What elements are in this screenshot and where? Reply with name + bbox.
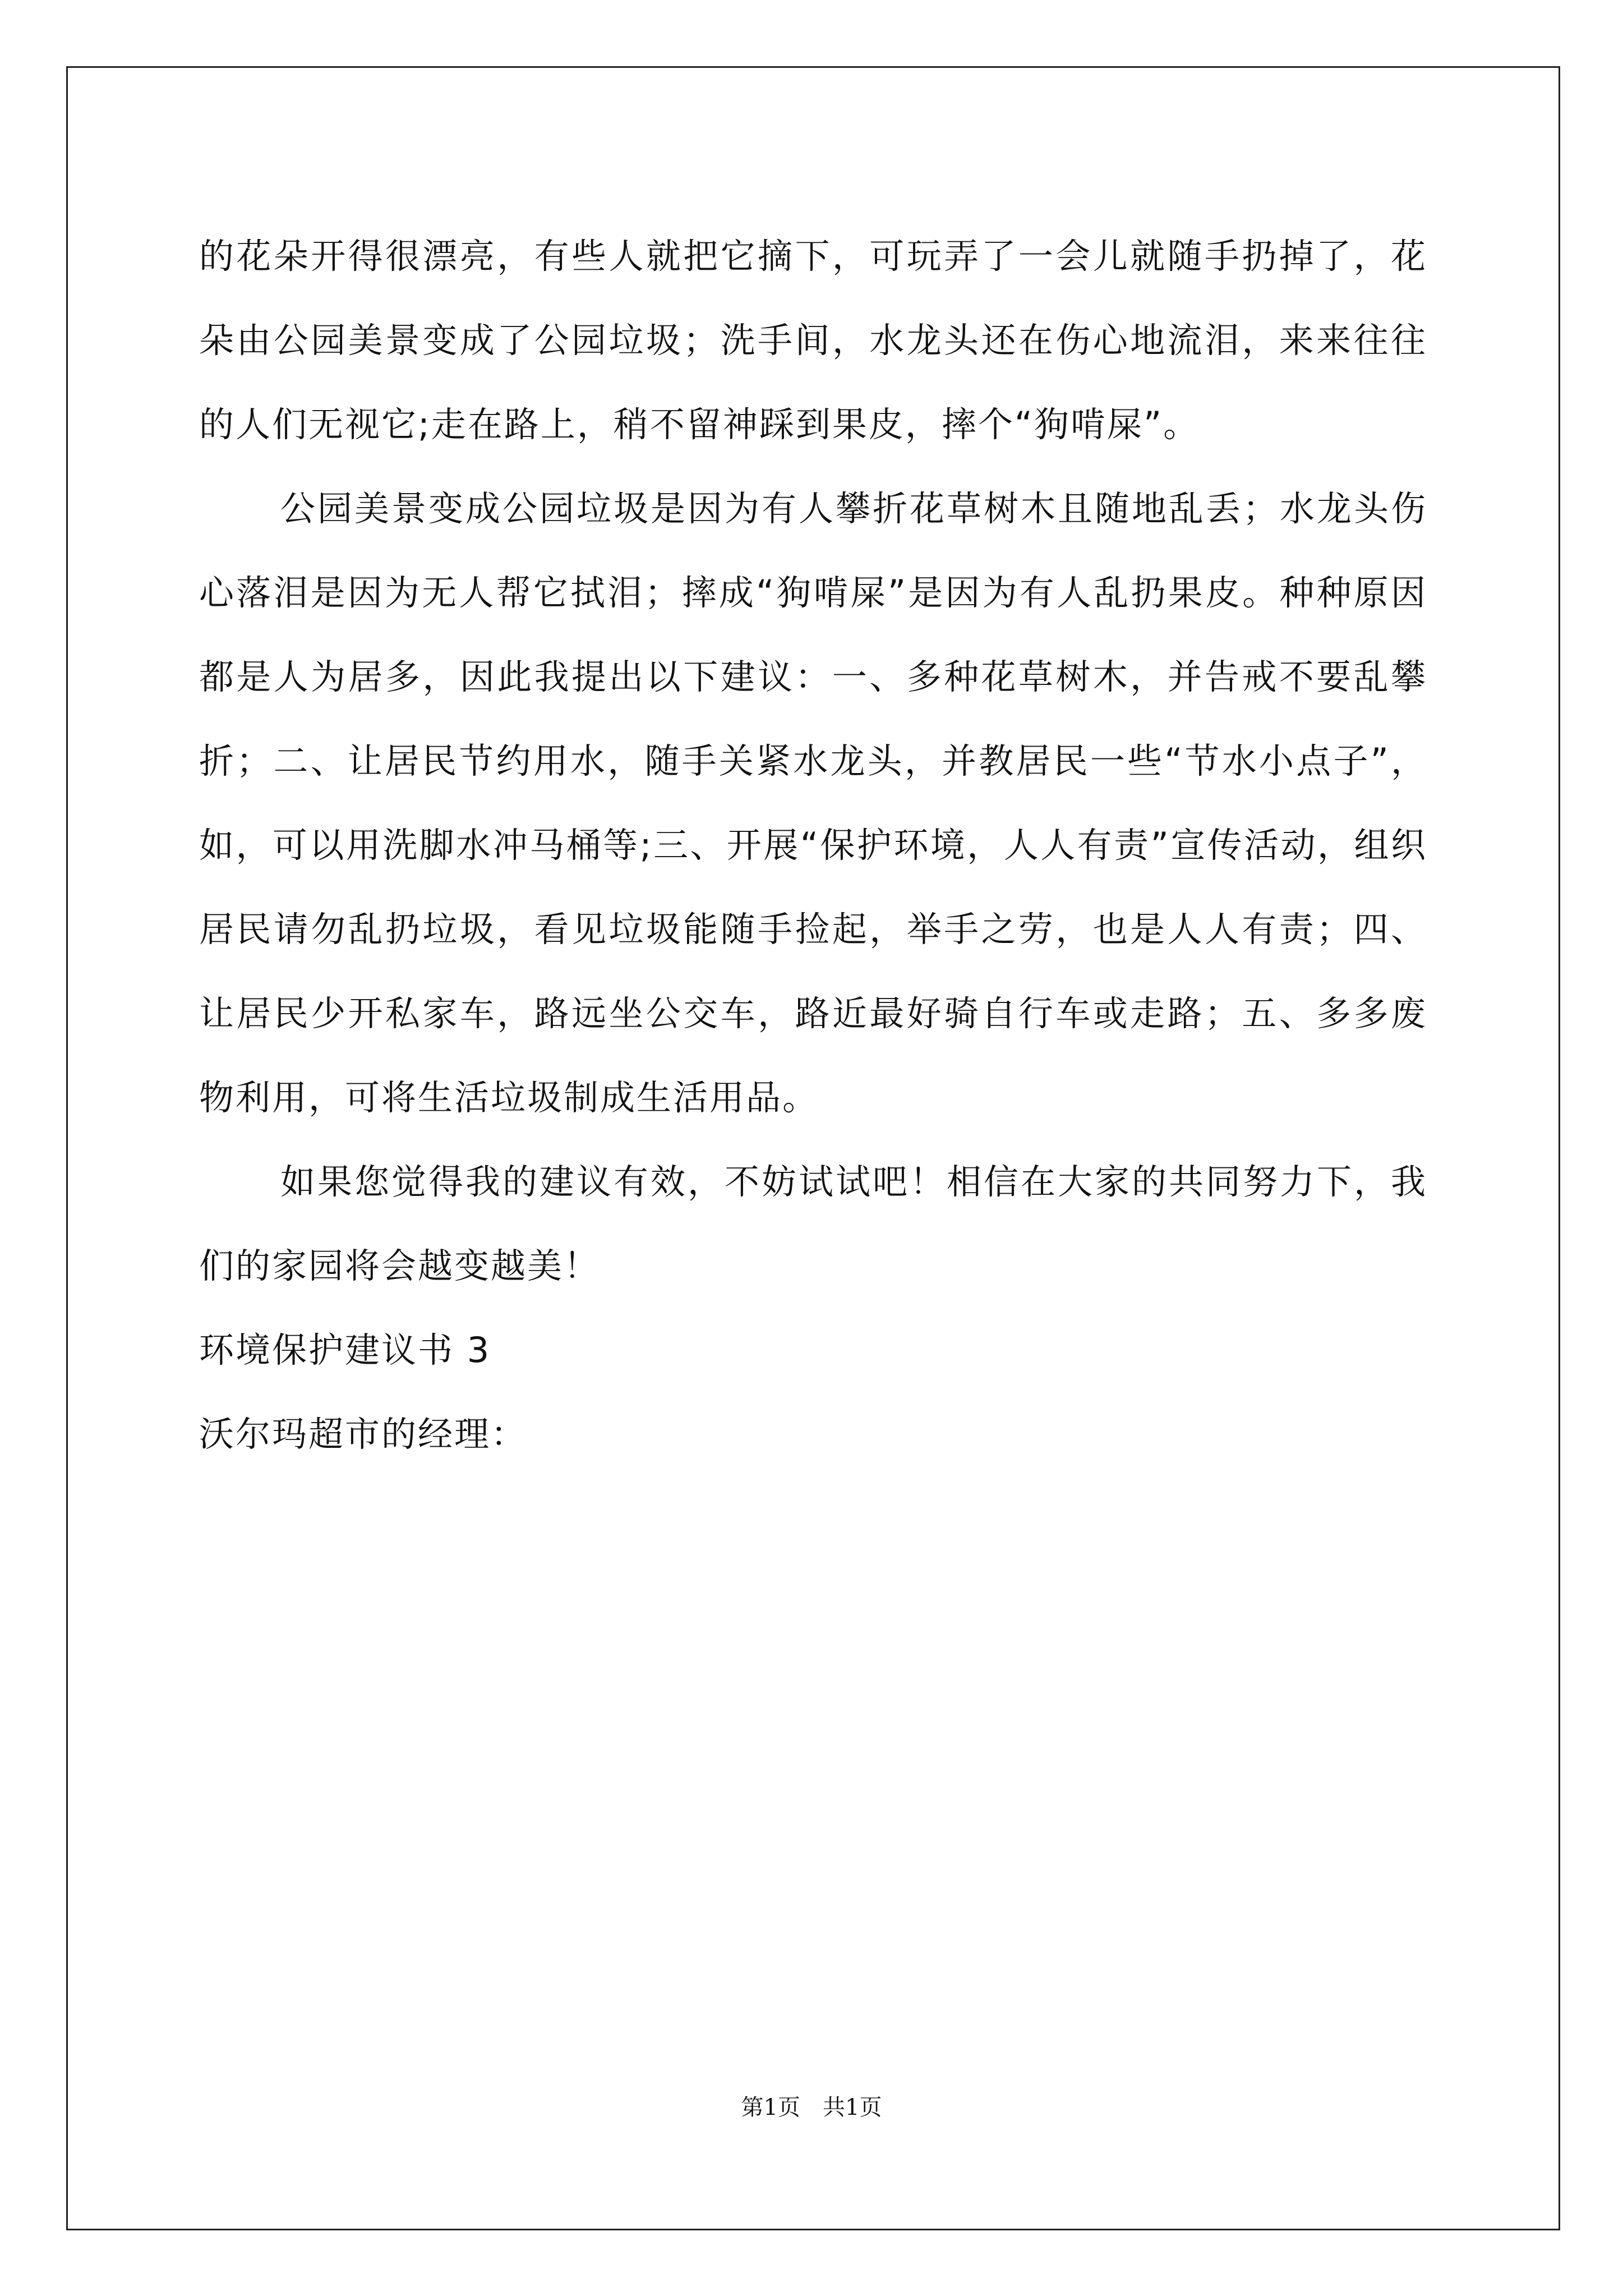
- document-body: [199, 214, 1427, 1476]
- paragraph-3: 如果您觉得我的建议有效，不妨试试吧！相信在大家的共同努力下，我们的家园将会越变越美！: [199, 1161, 1427, 1286]
- paragraph-1: 的花朵开得很漂亮，有些人就把它摘下，可玩弄了一会儿就随手扔掉了，花朵由公园美景变成了公园垃圾；洗手间，水龙头还在伤心地流泪，来来往往的人们无视它;走在路上，稍不留神踩到果皮，摔个“狗啃屎”。: [199, 236, 1427, 445]
- salutation: 沃尔玛超市的经理：: [199, 1414, 528, 1455]
- paragraph-2: 公园美景变成公园垃圾是因为有人攀折花草树木且随地乱丢；水龙头伤心落泪是因为无人帮它拭泪；摔成“狗啃屎”是因为有人乱扔果皮。种种原因都是人为居多，因此我提出以下建议：一、多种花草树木，并告戒不要乱攀折；二、让居民节约用水，随手关紧水龙头，并教居民一些“节水小点子”，如，可以用洗脚水冲马桶等;三、开展“保护环境，人人有责”宣传活动，组织居民请勿乱扔垃圾，看见垃圾能随手捡起，举手之劳，也是人人有责；四、让居民少开私家车，路远坐公交车，路近最好骑自行车或走路；五、多多废物利用，可将生活垃圾制成生活用品。: [199, 488, 1427, 1118]
- page-number-footer: 第1页 共1页: [741, 2095, 882, 2120]
- section-title: 环境保护建议书 3: [199, 1329, 491, 1370]
